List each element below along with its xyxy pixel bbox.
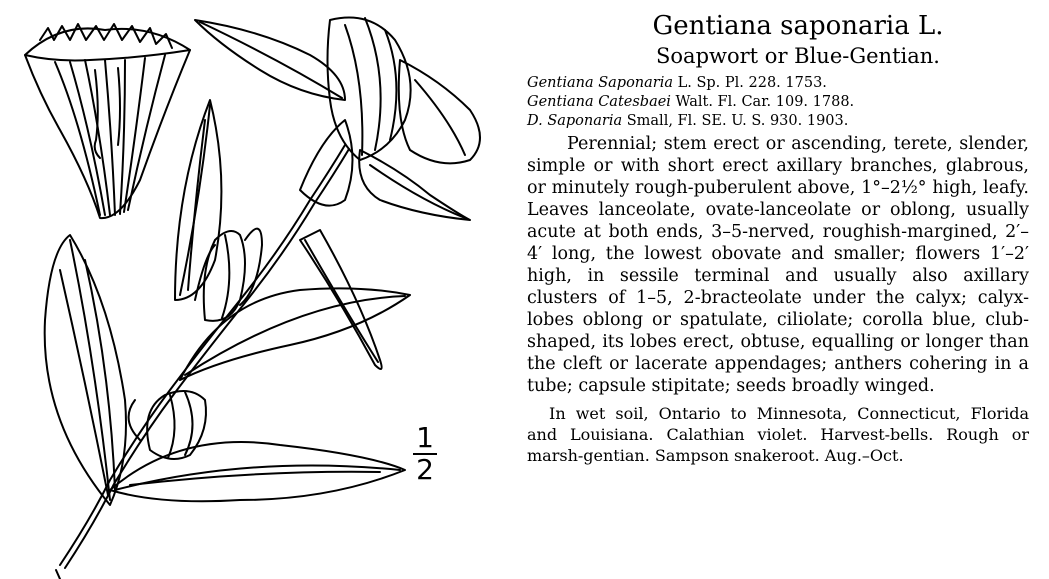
- flower-cluster-lower: [129, 391, 206, 459]
- synonym-name: D. Saponaria: [527, 113, 623, 129]
- synonym-line: [527, 112, 1029, 131]
- plant-illustration: [0, 0, 500, 579]
- synonym-citation: Walt. Fl. Car. 109. 1788.: [670, 94, 855, 110]
- synonym-citation: Small, Fl. SE. U. S. 930. 1903.: [622, 113, 849, 129]
- leaf-drawing-lower-right: [110, 442, 405, 501]
- habitat-block: [527, 403, 1029, 466]
- scale-fraction: [405, 421, 445, 486]
- leaf-drawing-tall: [175, 100, 221, 300]
- corolla-detail-drawing: [25, 24, 190, 218]
- text-column: [527, 10, 1029, 466]
- common-name-subtitle: Soapwort or Blue-Gentian.: [656, 44, 940, 68]
- leaf-drawing-lower-left: [45, 235, 126, 505]
- species-title: Gentiana saponaria L.: [652, 11, 944, 41]
- synonym-name: Gentiana Saponaria: [527, 75, 673, 91]
- flower-cluster-terminal: [300, 18, 480, 221]
- synonym-name: Gentiana Catesbaei: [527, 94, 671, 110]
- scale-numerator: 1: [416, 421, 434, 454]
- leaf-drawing-upper: [195, 20, 345, 100]
- flower-cluster-middle: [195, 229, 262, 321]
- synonym-citation: L. Sp. Pl. 228. 1753.: [673, 75, 827, 91]
- habitat-text: In wet soil, Ontario to Minnesota, Connecticut, Florida and Louisiana. Calathian violet. Harvest-bells. Rough or marsh-gentian. Sampson snakeroot. Aug.–Oct.: [527, 404, 1029, 465]
- description-block: [527, 133, 1029, 397]
- leaf-drawing-middle: [180, 230, 410, 380]
- description-text: Perennial; stem erect or ascending, terete, slender, simple or with short erect axillary branches, glabrous, or minutely rough-puberulent above, 1°–2½° high, leafy. Leaves lanceolate, ovate-lanceolate or oblong, usually acute at both ends, 3–5-nerved, roughish-margined, 2′–4′ long, the lowest obovate and smaller; flowers 1′–2′ high, in sessile terminal and usually also axillary clusters of 1–5, 2-bracteolate under the calyx; calyx-lobes oblong or spatulate, ciliolate; corolla blue, club-shaped, its lobes erect, obtuse, equalling or longer than the cleft or lacerate appendages; anthers cohering in a tube; capsule stipitate; seeds broadly winged.: [527, 134, 1029, 396]
- synonym-line: [527, 93, 1029, 112]
- scale-denominator: 2: [416, 453, 434, 486]
- synonym-line: [527, 74, 1029, 93]
